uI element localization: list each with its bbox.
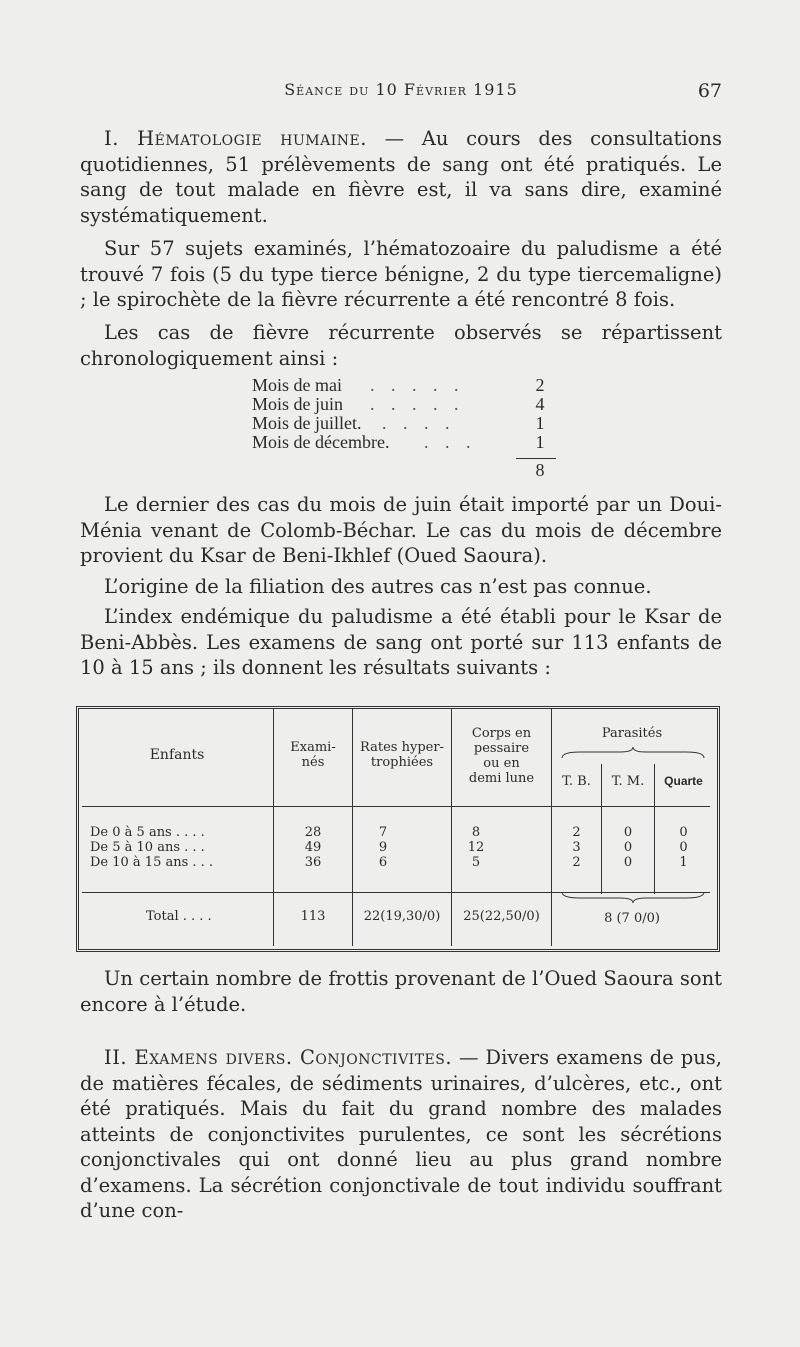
header-enfants: Enfants [149, 747, 205, 763]
chronology-value: 1 [535, 432, 545, 452]
total-brace-icon [560, 890, 706, 904]
row-corps: 12 [467, 840, 485, 855]
row-corps: 8 [471, 825, 481, 840]
chronology-sum-rule [516, 458, 556, 459]
row-quarte: 1 [679, 855, 688, 870]
header-rule [82, 806, 710, 807]
paragraph-frottis: Un certain nombre de frottis provenant de l’Oued Saoura sont encore à l’étude. [80, 967, 722, 1016]
header-tb: T. B. [562, 774, 591, 789]
row-tb: 2 [572, 825, 581, 840]
header-corps: Corps en pessaire ou en demi lune [468, 726, 535, 786]
row-rates: 7 [378, 825, 388, 840]
row-examines: 28 [304, 825, 322, 840]
page-number: 67 [697, 80, 722, 102]
total-examines: 113 [300, 909, 326, 924]
paragraph-doui-menia: Le dernier des cas du mois de juin était importé par un Doui-Ménia venant de Colomb-Béchar. Le cas du mois de décembre provient du Ksar de Beni-Ikhlef (Oued Saoura). [80, 493, 722, 567]
chronology-row [252, 376, 562, 395]
chronology-label: Mois de juin [252, 394, 344, 414]
chronology-label: Mois de mai [252, 375, 342, 395]
row-label: De 0 à 5 ans . . . . [90, 825, 205, 840]
row-tm: 0 [623, 855, 633, 870]
section1-paragraph1 [80, 126, 722, 228]
total-label: Total . . . . [146, 909, 212, 924]
results-table [76, 706, 718, 950]
header-parasites: Parasités [601, 726, 663, 741]
chronology-total: 8 [535, 460, 545, 480]
paragraph-filiation: L’origine de la filiation des autres cas n’est pas connue. [104, 575, 652, 598]
chronology-label: Mois de décembre. [252, 432, 390, 452]
row-corps: 5 [471, 855, 481, 870]
row-tb: 3 [572, 840, 581, 855]
total-rates: 22(19,30/0) [363, 909, 441, 924]
row-rates: 6 [378, 855, 388, 870]
section1-paragraph3: Les cas de fièvre récurrente observés se répartissent chronologiquement ainsi : [80, 321, 722, 370]
chronology-value: 1 [535, 413, 545, 433]
chronology-row [252, 433, 562, 452]
chronology-label: Mois de juillet. [252, 413, 362, 433]
header-examines: Exami- nés [290, 740, 336, 770]
row-label: De 10 à 15 ans . . . [90, 855, 214, 870]
row-tb: 2 [572, 855, 581, 870]
section2-paragraph [80, 1045, 722, 1224]
row-quarte: 0 [679, 825, 688, 840]
chronology-value: 4 [535, 394, 545, 414]
row-rates: 9 [378, 840, 388, 855]
header-rates: Rates hyper- trophiées [360, 740, 444, 770]
chronology-value: 2 [535, 375, 545, 395]
chronology-leader-dots: . . . . . [370, 394, 465, 414]
row-tm: 0 [623, 825, 633, 840]
row-examines: 36 [304, 855, 322, 870]
header-quarte: Quarte [664, 774, 703, 788]
chronology-list [252, 375, 562, 480]
row-label: De 5 à 10 ans . . . [90, 840, 205, 855]
paragraph-index-endemique: L’index endémique du paludisme a été établi pour le Ksar de Beni-Abbès. Les examens de sang ont porté sur 113 enfants de 10 à 15 ans ; ils donnent les résultats suivants : [80, 605, 722, 679]
running-title: Séance du 10 Février 1915 [284, 80, 518, 99]
chronology-row [252, 414, 562, 433]
section2-heading: II. Examens divers. Conjonctivites. [104, 1046, 453, 1069]
section1-paragraph1-text: — Au cours des consultations quotidiennes, 51 prélèvements de sang ont été pratiqués. Le sang de tout malade en fièvre est, il va sans dire, examiné systématiquement. [80, 127, 722, 227]
total-parasites: 8 (7 0/0) [604, 911, 660, 926]
chronology-leader-dots: . . . . [382, 413, 456, 433]
chronology-leader-dots: . . . . . [370, 375, 465, 395]
chronology-row [252, 395, 562, 414]
chronology-leader-dots: . . . [424, 432, 477, 452]
page-header [80, 80, 722, 110]
header-tm: T. M. [611, 774, 645, 789]
total-corps: 25(22,50/0) [463, 909, 540, 924]
section1-paragraph2: Sur 57 sujets examinés, l’hématozoaire du paludisme a été trouvé 7 fois (5 du type tierce bénigne, 2 du type tiercemaligne) ; le spirochète de la fièvre récurrente a été rencontré 8 fois. [80, 237, 722, 311]
section1-heading: I. Hématologie humaine. [104, 127, 367, 150]
row-examines: 49 [304, 840, 322, 855]
section2-paragraph-text: — Divers examens de pus, de matières fécales, de sédiments urinaires, d’ulcères, etc., ont été pratiqués. Mais du fait du grand nombre des malades atteints de conjonctivites purulentes, ce sont les sécrétions conjonctivales qui ont donné lieu au plus grand nombre d’examens. La sécrétion conjonctivale de tout individu souffrant d’une con- [80, 1046, 722, 1222]
row-tm: 0 [623, 840, 633, 855]
parasites-brace-icon [560, 746, 706, 760]
row-quarte: 0 [679, 840, 688, 855]
